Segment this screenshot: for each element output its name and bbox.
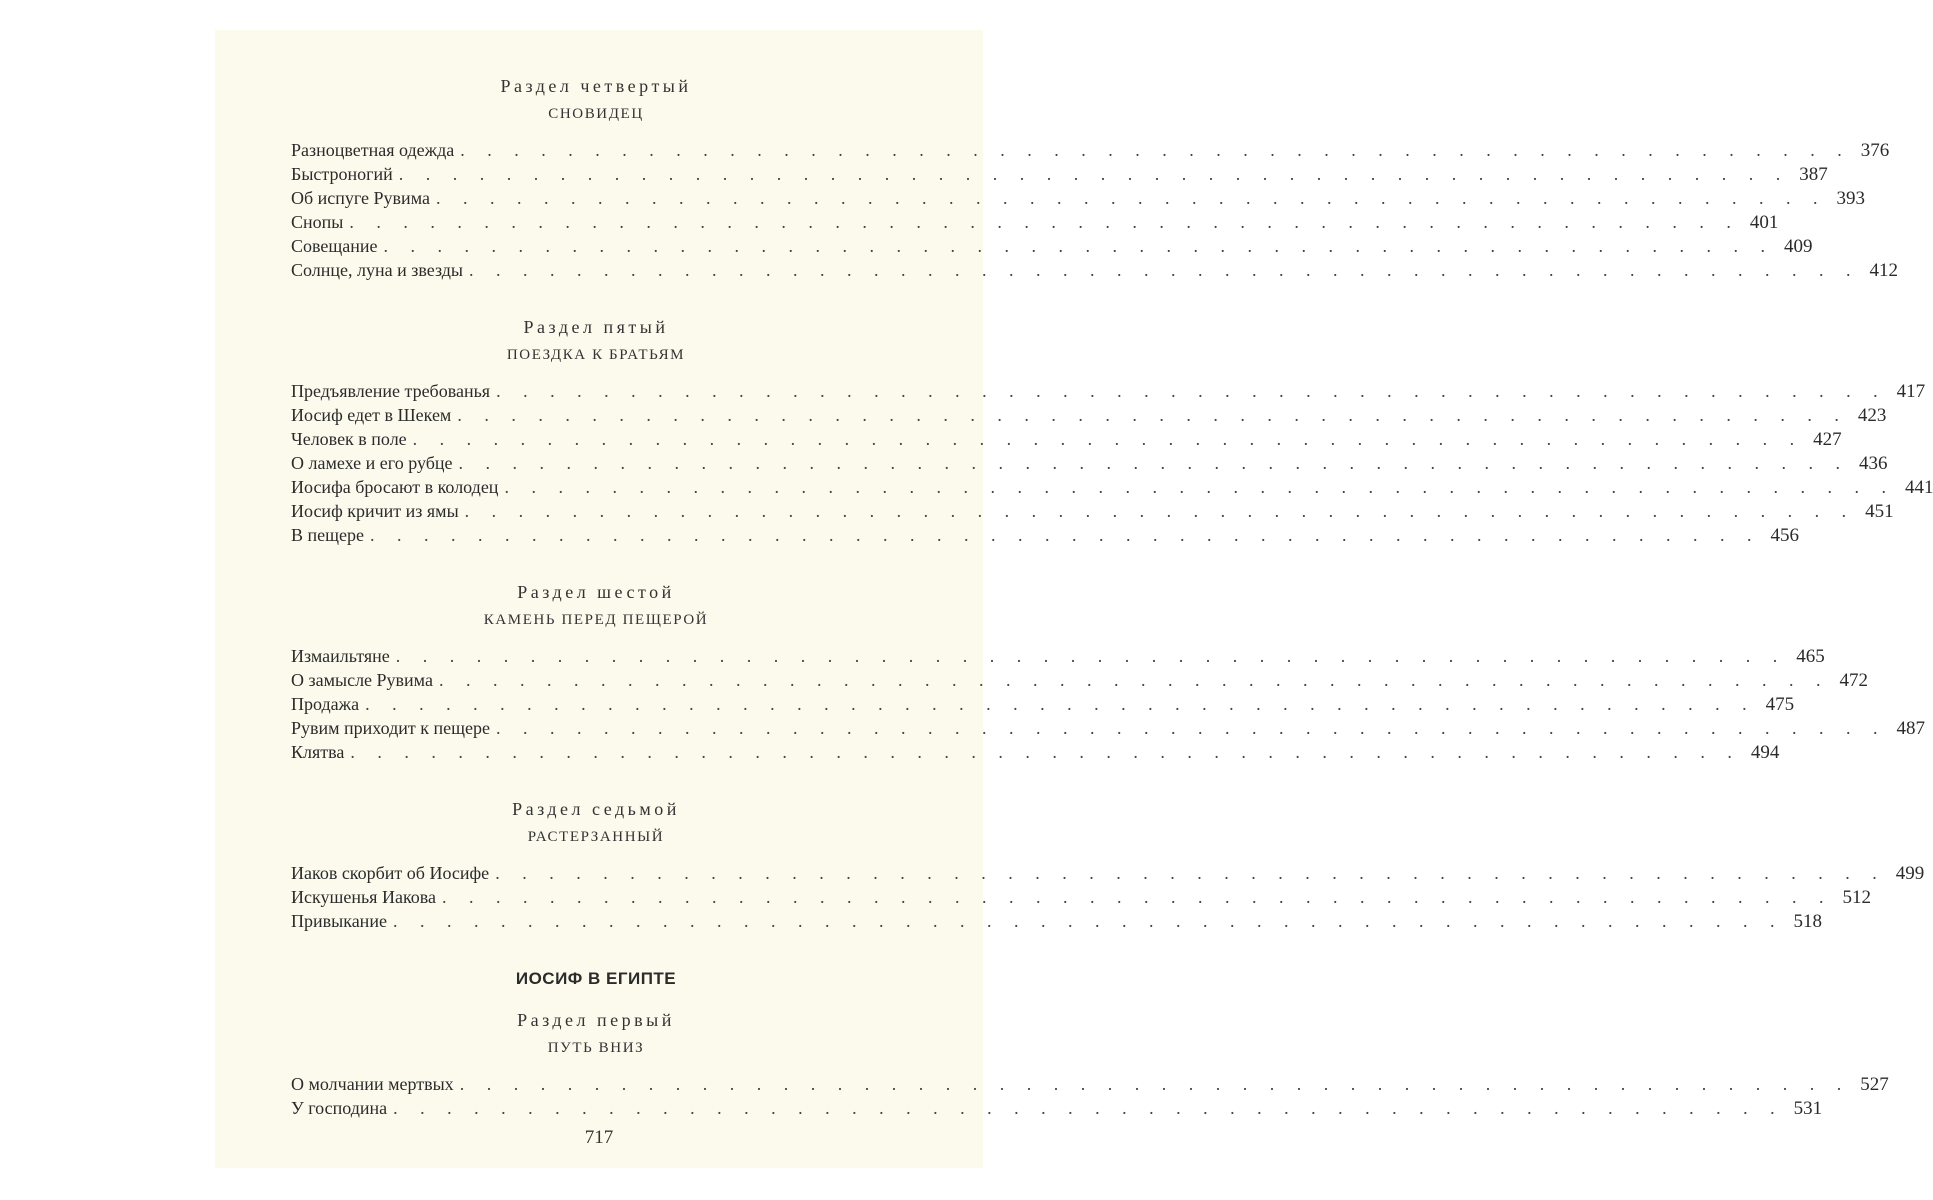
- section-label: Раздел четвертый: [500, 76, 692, 96]
- entry-title: Предъявление требованья: [291, 381, 491, 401]
- section-label: Раздел первый: [517, 1010, 675, 1030]
- dot-leader: . . . . . . . . . . . . . . . . . . . . . . . . . . . . . . . . . . . . . . . . . . . . . . . . . . . .: [496, 381, 1887, 401]
- dot-leader: . . . . . . . . . . . . . . . . . . . . . . . . . . . . . . . . . . . . . . . . . . . . . . . . . . . .: [349, 212, 1740, 232]
- table-of-contents: [291, 72, 1933, 1130]
- dot-leader: . . . . . . . . . . . . . . . . . . . . . . . . . . . . . . . . . . . . . . . . . . . . . . . . . . . .: [438, 670, 1830, 690]
- entry-page-number: 472: [1839, 670, 1868, 691]
- entry-page-number: 423: [1857, 405, 1887, 426]
- entry-title: Иосифа бросают в колодец: [291, 477, 499, 497]
- dot-leader: . . . . . . . . . . . . . . . . . . . . . . . . . . . . . . . . . . . . . . . . . . . . . . . . . . . .: [395, 646, 1787, 666]
- entry-page-number: 412: [1869, 260, 1898, 281]
- entry-title: Иаков скорбит об Иосифе: [291, 863, 490, 883]
- entry-title: О ламехе и его рубце: [291, 453, 453, 473]
- entry-page-number: 441: [1904, 477, 1933, 498]
- toc-section: [291, 72, 1898, 282]
- entry-title: В пещере: [291, 525, 364, 545]
- entry-title: Искушенья Иакова: [291, 887, 437, 907]
- section-title: ПУТЬ ВНИЗ: [547, 1040, 645, 1056]
- toc-entry: [291, 523, 1799, 547]
- toc-entry: [291, 740, 1780, 764]
- toc-entry: [291, 1072, 1889, 1096]
- dot-leader: . . . . . . . . . . . . . . . . . . . . . . . . . . . . . . . . . . . . . . . . . . . . . . . . . . . .: [495, 718, 1887, 738]
- toc-entry: [291, 716, 1925, 740]
- dot-leader: . . . . . . . . . . . . . . . . . . . . . . . . . . . . . . . . . . . . . . . . . . . . . . . . . . . .: [412, 429, 1804, 449]
- toc-entry: [291, 427, 1842, 451]
- dot-leader: . . . . . . . . . . . . . . . . . . . . . . . . . . . . . . . . . . . . . . . . . . . . . . . . . . . .: [435, 188, 1827, 208]
- part-title: ИОСИФ В ЕГИПТЕ: [515, 969, 677, 988]
- toc-entry: [291, 692, 1795, 716]
- entry-title: Иосиф едет в Шекем: [291, 405, 452, 425]
- entry-page-number: 475: [1765, 694, 1795, 715]
- dot-leader: . . . . . . . . . . . . . . . . . . . . . . . . . . . . . . . . . . . . . . . . . . . . . . . . . . . .: [398, 164, 1790, 184]
- entry-page-number: 512: [1842, 887, 1872, 908]
- dot-leader: . . . . . . . . . . . . . . . . . . . . . . . . . . . . . . . . . . . . . . . . . . . . . . . . . . . .: [392, 911, 1784, 931]
- toc-entry: [291, 162, 1828, 186]
- toc-entry: [291, 861, 1925, 885]
- entry-title: Привыкание: [291, 911, 387, 931]
- entry-page-number: 451: [1865, 501, 1894, 522]
- page-number: 717: [584, 1127, 614, 1148]
- entry-title: Рувим приходит к пещере: [291, 718, 490, 738]
- section-label: Раздел пятый: [523, 317, 669, 337]
- toc-entry: [291, 258, 1898, 282]
- dot-leader: . . . . . . . . . . . . . . . . . . . . . . . . . . . . . . . . . . . . . . . . . . . . . . . . . . . .: [458, 453, 1850, 473]
- entry-title: Разноцветная одежда: [291, 140, 455, 160]
- toc-entry: [291, 909, 1822, 933]
- toc-entry: [291, 885, 1872, 909]
- entry-title: Человек в поле: [291, 429, 407, 449]
- dot-leader: . . . . . . . . . . . . . . . . . . . . . . . . . . . . . . . . . . . . . . . . . . . . . . . . . . . .: [459, 1074, 1851, 1094]
- entry-page-number: 409: [1784, 236, 1813, 257]
- dot-leader: . . . . . . . . . . . . . . . . . . . . . . . . . . . . . . . . . . . . . . . . . . . . . . . . . . . .: [504, 477, 1895, 497]
- entry-page-number: 518: [1793, 911, 1822, 932]
- entry-page-number: 531: [1793, 1098, 1823, 1119]
- section-label: Раздел седьмой: [512, 799, 680, 819]
- toc-entry: [291, 499, 1894, 523]
- entry-title: Солнце, луна и звезды: [291, 260, 463, 280]
- entry-page-number: 401: [1749, 212, 1779, 233]
- entry-title: Снопы: [291, 212, 344, 232]
- entry-title: У господина: [291, 1098, 388, 1118]
- entry-page-number: 499: [1895, 863, 1925, 884]
- section-label: Раздел шестой: [517, 582, 675, 602]
- book-page: [215, 30, 1933, 1168]
- entry-page-number: 465: [1796, 646, 1825, 667]
- entry-title: Клятва: [291, 742, 345, 762]
- entry-page-number: 376: [1860, 140, 1890, 161]
- toc-section: [291, 578, 1925, 764]
- toc-section: [291, 795, 1925, 933]
- entry-title: Иосиф кричит из ямы: [291, 501, 459, 521]
- toc-entry: [291, 1096, 1823, 1120]
- toc-entry: [291, 138, 1890, 162]
- toc-entry: [291, 451, 1888, 475]
- entry-page-number: 494: [1750, 742, 1780, 763]
- toc-entry: [291, 403, 1887, 427]
- section-title: КАМЕНЬ ПЕРЕД ПЕЩЕРОЙ: [483, 612, 709, 628]
- dot-leader: . . . . . . . . . . . . . . . . . . . . . . . . . . . . . . . . . . . . . . . . . . . . . . . . . . . .: [369, 525, 1761, 545]
- toc-entry: [291, 379, 1926, 403]
- toc-entry: [291, 210, 1779, 234]
- section-title: РАСТЕРЗАННЫЙ: [527, 829, 665, 845]
- entry-page-number: 436: [1859, 453, 1888, 474]
- entry-page-number: 393: [1836, 188, 1865, 209]
- entry-title: Совещание: [291, 236, 378, 256]
- entry-page-number: 387: [1799, 164, 1828, 185]
- toc-entry: [291, 234, 1813, 258]
- entry-page-number: 487: [1896, 718, 1925, 739]
- entry-title: Измаильтяне: [291, 646, 390, 666]
- section-title: ПОЕЗДКА К БРАТЬЯМ: [506, 347, 686, 363]
- dot-leader: . . . . . . . . . . . . . . . . . . . . . . . . . . . . . . . . . . . . . . . . . . . . . . . . . . . .: [383, 236, 1774, 256]
- entry-title: О замысле Рувима: [291, 670, 433, 690]
- toc-entry: [291, 186, 1865, 210]
- entry-title: Быстроногий: [291, 164, 393, 184]
- dot-leader: . . . . . . . . . . . . . . . . . . . . . . . . . . . . . . . . . . . . . . . . . . . . . . . . . . . .: [464, 501, 1856, 521]
- dot-leader: . . . . . . . . . . . . . . . . . . . . . . . . . . . . . . . . . . . . . . . . . . . . . . . . . . . .: [442, 887, 1833, 907]
- section-title: СНОВИДЕЦ: [548, 106, 644, 122]
- entry-title: Продажа: [291, 694, 360, 714]
- toc-entry: [291, 668, 1868, 692]
- entry-title: Об испуге Рувима: [291, 188, 430, 208]
- dot-leader: . . . . . . . . . . . . . . . . . . . . . . . . . . . . . . . . . . . . . . . . . . . . . . . . . . . .: [460, 140, 1851, 160]
- dot-leader: . . . . . . . . . . . . . . . . . . . . . . . . . . . . . . . . . . . . . . . . . . . . . . . . . . . .: [365, 694, 1756, 714]
- entry-page-number: 427: [1813, 429, 1842, 450]
- dot-leader: . . . . . . . . . . . . . . . . . . . . . . . . . . . . . . . . . . . . . . . . . . . . . . . . . . . .: [457, 405, 1848, 425]
- dot-leader: . . . . . . . . . . . . . . . . . . . . . . . . . . . . . . . . . . . . . . . . . . . . . . . . . . . .: [469, 260, 1860, 280]
- dot-leader: . . . . . . . . . . . . . . . . . . . . . . . . . . . . . . . . . . . . . . . . . . . . . . . . . . . .: [495, 863, 1886, 883]
- dot-leader: . . . . . . . . . . . . . . . . . . . . . . . . . . . . . . . . . . . . . . . . . . . . . . . . . . . .: [350, 742, 1741, 762]
- entry-title: О молчании мертвых: [291, 1074, 454, 1094]
- toc-section: [291, 1006, 1889, 1120]
- entry-page-number: 417: [1896, 381, 1926, 402]
- dot-leader: . . . . . . . . . . . . . . . . . . . . . . . . . . . . . . . . . . . . . . . . . . . . . . . . . . . .: [393, 1098, 1784, 1118]
- toc-entry: [291, 644, 1825, 668]
- entry-page-number: 456: [1770, 525, 1799, 546]
- entry-page-number: 527: [1860, 1074, 1889, 1095]
- toc-section: [291, 313, 1933, 547]
- toc-entry: [291, 475, 1933, 499]
